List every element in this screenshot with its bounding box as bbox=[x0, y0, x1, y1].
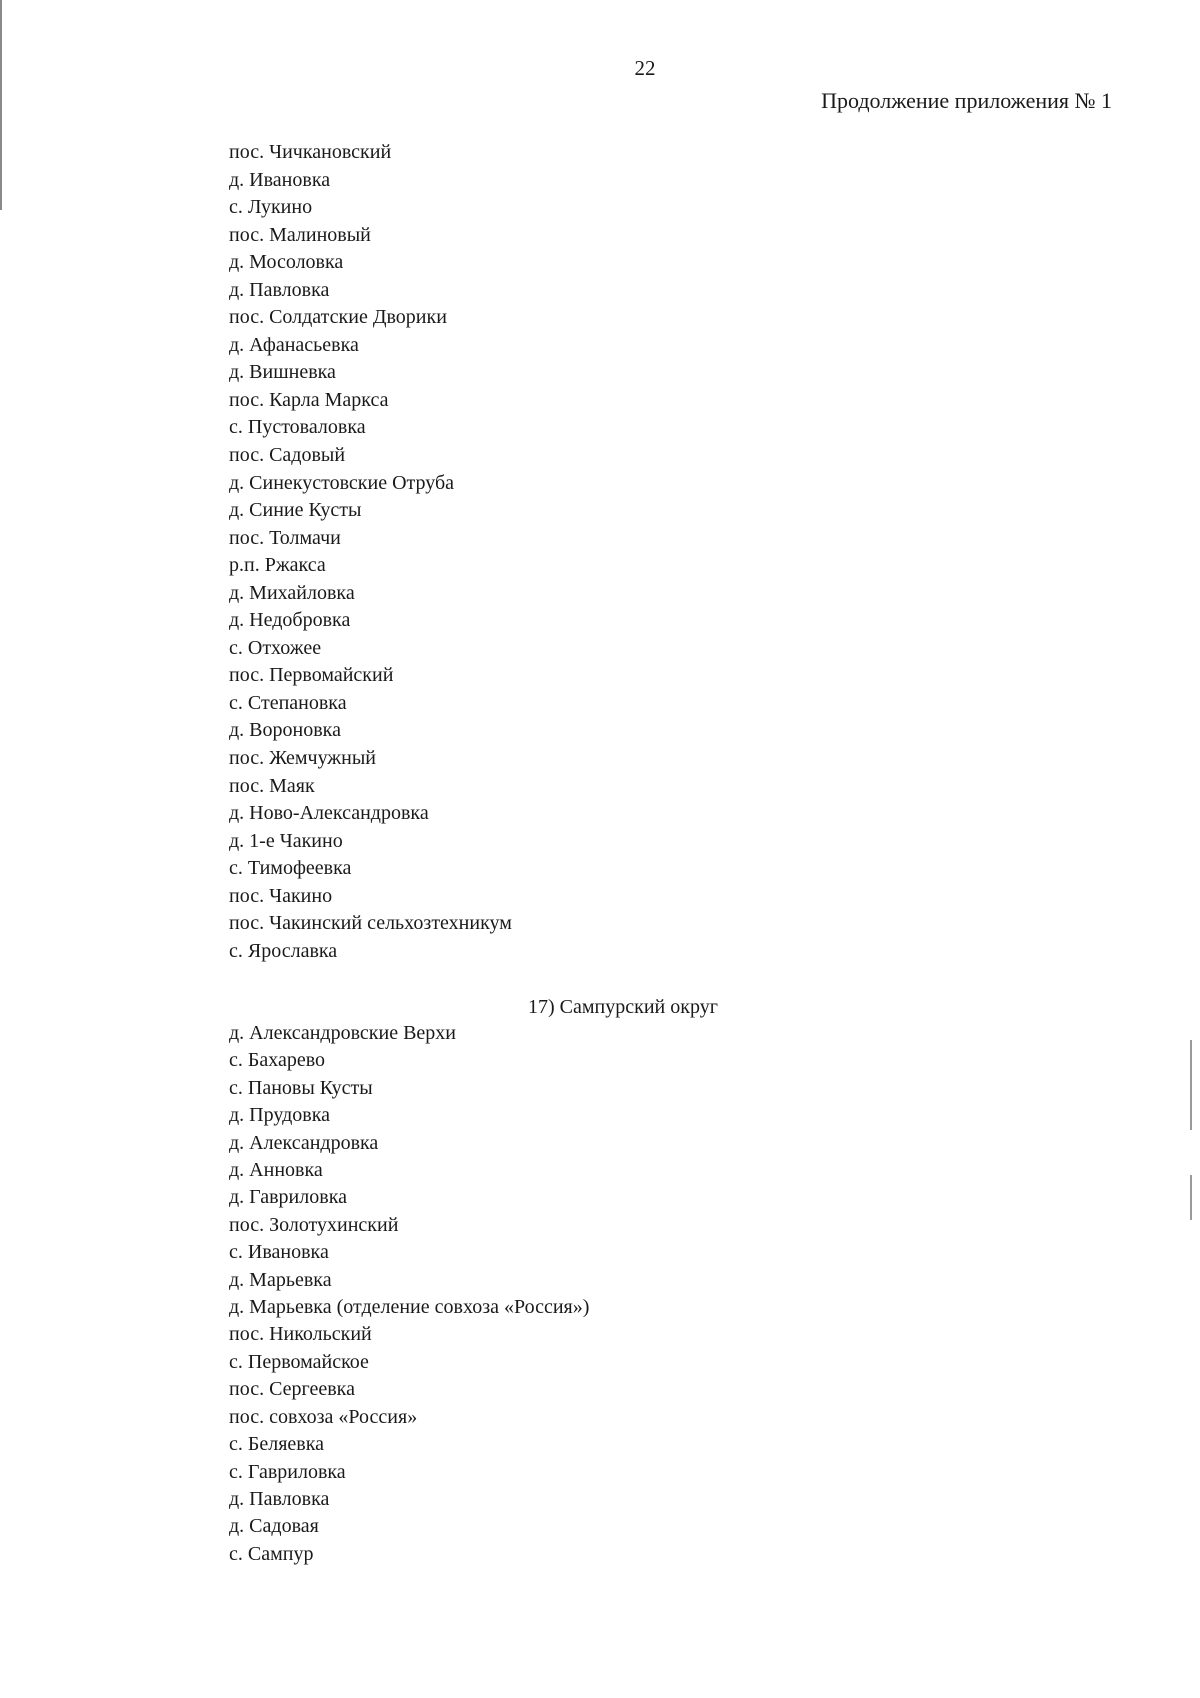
list-item: д. Афанасьевка bbox=[229, 333, 359, 356]
list-item: д. Садовая bbox=[229, 1515, 319, 1538]
list-item: пос. Солдатские Дворики bbox=[229, 306, 447, 329]
list-item: д. Ивановка bbox=[229, 168, 331, 191]
list-item: пос. Садовый bbox=[229, 444, 346, 467]
list-item: пос. Чакинский сельхозтехникум bbox=[229, 912, 512, 935]
list-item: пос. совхоза «Россия» bbox=[229, 1405, 418, 1428]
list-item: пос. Жемчужный bbox=[229, 747, 376, 770]
list-item: с. Лукино bbox=[229, 196, 313, 219]
list-item: д. Павловка bbox=[229, 1487, 330, 1510]
list-item: с. Беляевка bbox=[229, 1433, 325, 1456]
list-item: д. Синекустовские Отруба bbox=[229, 471, 455, 494]
list-item: д. Прудовка bbox=[229, 1104, 331, 1127]
page-number: 22 bbox=[634, 56, 656, 80]
list-item: д. Вишневка bbox=[229, 361, 336, 384]
appendix-continuation-label: Продолжение приложения № 1 bbox=[821, 88, 1112, 113]
list-item: пос. Чакино bbox=[229, 884, 333, 907]
list-item: пос. Золотухинский bbox=[229, 1213, 399, 1236]
list-item: д. Марьевка bbox=[229, 1268, 332, 1291]
list-item: д. Павловка bbox=[229, 278, 330, 301]
list-item: пос. Сергеевка bbox=[229, 1378, 355, 1401]
settlement-list bbox=[229, 139, 512, 965]
list-item: д. Гавриловка bbox=[229, 1186, 347, 1209]
list-item: д. Ново-Александровка bbox=[229, 802, 429, 825]
list-item: с. Сампур bbox=[229, 1542, 314, 1565]
list-item: д. Анновка bbox=[229, 1159, 323, 1182]
list-item: пос. Толмачи bbox=[229, 526, 341, 549]
list-item: пос. Малиновый bbox=[229, 223, 371, 246]
list-item: д. 1-е Чакино bbox=[229, 829, 343, 852]
scan-right-mark bbox=[1190, 1040, 1192, 1130]
list-item: пос. Никольский bbox=[229, 1323, 372, 1346]
list-item: с. Отхожее bbox=[229, 636, 322, 659]
list-item: д. Синие Кусты bbox=[229, 499, 362, 522]
list-item: с. Гавриловка bbox=[229, 1460, 346, 1483]
section-heading-sampur: 17) Сампурский округ bbox=[528, 996, 718, 1018]
scan-right-mark bbox=[1190, 1175, 1192, 1220]
list-item: с. Первомайское bbox=[229, 1350, 369, 1373]
list-item: д. Марьевка (отделение совхоза «Россия») bbox=[229, 1296, 590, 1319]
sampur-settlement-list bbox=[229, 1020, 589, 1568]
list-item: пос. Первомайский bbox=[229, 664, 394, 687]
list-item: с. Тимофеевка bbox=[229, 857, 352, 880]
list-item: д. Мосоловка bbox=[229, 251, 344, 274]
list-item: д. Александровка bbox=[229, 1131, 379, 1154]
list-item: пос. Карла Маркса bbox=[229, 388, 389, 411]
list-item: пос. Маяк bbox=[229, 774, 315, 797]
list-item: с. Пустоваловка bbox=[229, 416, 366, 439]
list-item: с. Бахарево bbox=[229, 1049, 326, 1072]
list-item: пос. Чичкановский bbox=[229, 141, 392, 163]
list-item: д. Вороновка bbox=[229, 719, 341, 742]
list-item: с. Степановка bbox=[229, 691, 347, 714]
list-item: д. Недобровка bbox=[229, 609, 351, 632]
list-item: д. Александровские Верхи bbox=[229, 1022, 456, 1044]
scan-left-edge bbox=[0, 0, 2, 210]
list-item: р.п. Ржакса bbox=[229, 554, 326, 577]
list-item: с. Пановы Кусты bbox=[229, 1076, 373, 1099]
list-item: с. Ивановка bbox=[229, 1241, 329, 1264]
list-item: д. Михайловка bbox=[229, 581, 355, 604]
list-item: с. Ярославка bbox=[229, 939, 338, 962]
